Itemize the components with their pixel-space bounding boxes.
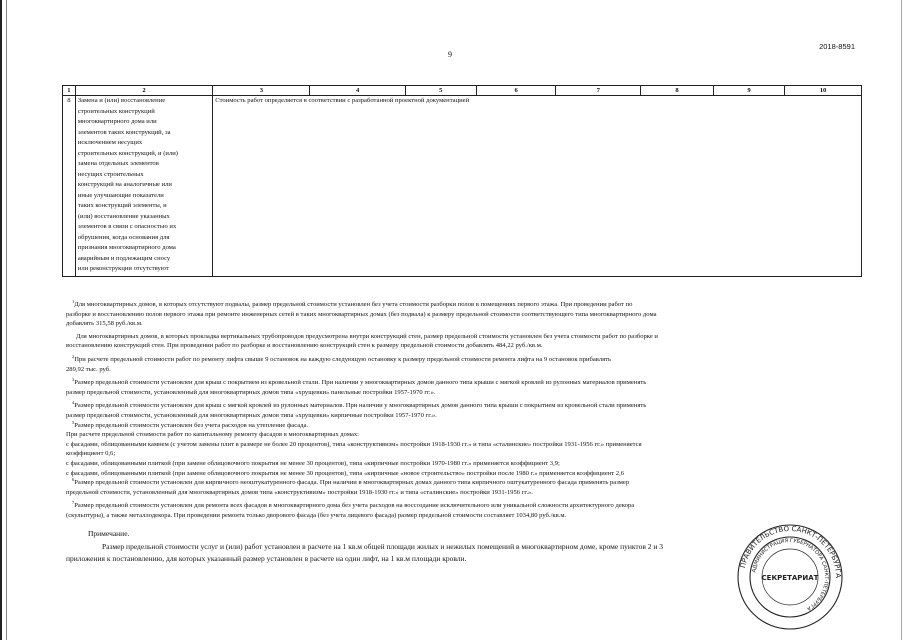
- column-header: 5: [405, 86, 476, 96]
- column-header: 9: [714, 86, 785, 96]
- column-header: 8: [641, 86, 714, 96]
- footnote-mark: 6: [72, 477, 75, 483]
- cost-text: Стоимость работ определяется в соответствии с разработанной проектной документацией: [215, 97, 470, 104]
- footnote-mark: 3: [72, 377, 75, 383]
- column-header: 10: [785, 86, 862, 96]
- work-line: аварийным и подлежащим сносу: [77, 254, 171, 262]
- page-left-edge-rule-inner: [6, 0, 7, 640]
- cost-cell: [213, 96, 862, 277]
- work-line: обрушения, когда основания для: [77, 233, 170, 241]
- footnote-5: [66, 421, 856, 431]
- footnote-text: восстановлению конструкций стен. При проведении работ по разборке и восстановлению конструкций стен к размеру предельной стоимости добавлять 484,22 руб./кв.м.: [66, 342, 543, 350]
- footnote-text: Для многоквартирных домов, в которых отсутствуют подвалы, размер предельной стоимости установлен без учета стоимости разборки полов в помещениях первого этажа. При проведении работ по: [74, 301, 633, 308]
- work-line: элементов в связи с опасностью их: [77, 223, 177, 230]
- footnote-text: с фасадами, облицованными плиткой (при замене облицовочного покрытия не менее 30 процентов), типа «кирпичные «новое строительство» постройки после 1980 г.» применяется коэффициент 2,6: [66, 469, 625, 477]
- footnote-6: [66, 478, 856, 488]
- column-header: 4: [310, 86, 405, 96]
- work-type-cell: [75, 96, 212, 277]
- table-row: [63, 96, 862, 277]
- document-number: 2018-8591: [819, 42, 855, 51]
- page-left-edge-rule: [0, 0, 2, 640]
- footnote-text: 289,92 тыс. руб.: [66, 365, 111, 373]
- note-text: Размер предельной стоимости услуг и (или) работ установлен в расчете на 1 кв.м общей площади жилых и нежилых помещений в многоквартирном доме, кроме пунктов 2 и 3: [102, 542, 664, 552]
- work-line: иные улучшающие показатели: [77, 191, 164, 199]
- work-line: многоквартирного дома или: [77, 118, 157, 125]
- footnote-text: с фасадами, облицованными плиткой (при замене облицовочного покрытия не менее 30 процентов), типа «кирпичные постройки 1970-1980 гг.» применяется коэффициент 3,9;: [66, 459, 560, 467]
- footnote-mark: 7: [72, 500, 75, 506]
- column-header: 2: [75, 86, 212, 96]
- footnote-mark: 2: [72, 353, 75, 359]
- column-header: 6: [476, 86, 556, 96]
- footnote-text: предельной стоимости, установленный для многоквартирных домов типа «конструктивизм» постройки 1918-1930 гг.» и типа «сталинские» постройки 1931-1956 гг.».: [66, 488, 533, 496]
- work-line: конструкций на аналогичные или: [77, 181, 172, 188]
- footnote-text: При расчете предельной стоимости работ по ремонту лифта свыше 9 остановок на каждую следующую остановку к размеру предельной стоимости ремонта лифта на 9 остановок прибавлять: [74, 355, 612, 363]
- column-header: 1: [63, 86, 76, 96]
- work-line: таких конструкций элементы, и: [77, 202, 167, 209]
- footnote-text: Для многоквартирных домов, в которых прокладка вертикальных трубопроводов предусмотрена внутри конструкций стен, размер предельной стоимости установлен без учета стоимости работ по разборке и: [76, 332, 658, 340]
- footnote-text: разборке и восстановлению полов первого этажа при ремонте инженерных сетей в таких многоквартирных домах (без подвала) к размеру предельной стоимости соответствующего типа многоквартирного дома: [66, 310, 657, 318]
- note-title: Примечание.: [88, 529, 130, 539]
- footnote-text: Размер предельной стоимости установлен для кирпичного неоштукатуренного фасада. При наличии в многоквартирных домах данного типа кирпичного оштукатуренного фасада применять размер: [74, 479, 630, 487]
- seal-outer-text: ПРАВИТЕЛЬСТВО САНКТ-ПЕТЕРБУРГА: [738, 524, 843, 579]
- seal-ring-text: АДМИНИСТРАЦИЯ ГУБЕРНАТОРА САНКТ-ПЕТЕРБУРГА: [751, 537, 830, 612]
- footnote-text: Размер предельной стоимости установлен для крыш с мягкой кровлей из рулонных материалов. При наличии у многоквартирных домов данного типа крыши с покрытием из кровельной стали применять: [74, 402, 647, 410]
- work-line: элементов таких конструкций, за: [77, 128, 171, 136]
- row-number-cell: 8: [63, 96, 76, 277]
- work-line: (или) восстановление указанных: [77, 212, 170, 220]
- footnote-mark: 1: [72, 299, 75, 304]
- work-line: строительных конструкций, и (или): [77, 149, 178, 157]
- work-line: или реконструкции отсутствуют: [77, 265, 169, 272]
- footnote-text: Размер предельной стоимости установлен для крыш с покрытием из кровельной стали. При наличии у многоквартирных домов данного типа крыши с мягкой кровлей из рулонных материалов применять: [74, 379, 647, 387]
- note-text-continued: приложения к постановлению, для которых указанный размер установлен в расчете на один лифт, на 1 кв.м площади кровли.: [66, 554, 467, 564]
- footnote-7: [66, 501, 856, 511]
- footnote-2: [66, 355, 856, 365]
- footnote-text: Размер предельной стоимости установлен без учета расходов на утепление фасада.: [74, 421, 309, 429]
- footnote-mark: 4: [72, 400, 75, 406]
- work-line: признания многоквартирного дома: [77, 244, 176, 251]
- cost-table: [62, 85, 862, 277]
- work-line: строительных конструкций: [77, 107, 155, 115]
- seal-center-text: СЕКРЕТАРИАТ: [761, 574, 819, 582]
- footnote-text: Размер предельной стоимости установлен для ремонта всех фасадов в многоквартирного дома без учета расходов на воссоздание исключительного или уникальной сложности архитектурного декора: [74, 502, 635, 510]
- column-header: 7: [556, 86, 641, 96]
- footnote-text: добавлять 315,58 руб./кв.м.: [66, 320, 143, 328]
- column-header: 3: [213, 86, 310, 96]
- footnote-mark: 5: [72, 419, 75, 425]
- footnote-text: коэффициент 0,6;: [66, 450, 116, 458]
- footnote-3: [66, 378, 856, 388]
- page-right-edge-rule: [901, 0, 902, 640]
- work-line: несущих строительных: [77, 170, 144, 178]
- footnote-text: (скульптуры), а также металлодекора. При проведении ремонта только дворового фасада (без учета лицевого фасада) размер предельной стоимости составляет 1034,80 руб./кв.м.: [66, 511, 567, 519]
- official-seal-stamp: [730, 522, 850, 632]
- work-line: исключением несущих: [77, 139, 143, 146]
- footnote-text: с фасадами, облицованными камнем (с учетом замены плит в размере не более 20 процентов), типа «конструктивизм» постройки 1918-1930 гг.» и типа «сталинские» постройки 1931-1956 гг.» применяется: [66, 440, 642, 448]
- footnote-4: [66, 401, 856, 411]
- table-header-row: [63, 86, 862, 96]
- work-line: замена отдельных элементов: [77, 160, 159, 167]
- page-number: 9: [448, 50, 452, 59]
- footnote-1: [66, 300, 856, 310]
- footnote-text: размер предельной стоимости, установленный для многоквартирных домов типа «хрущевки» кирпичные постройки 1957-1970 гг.».: [66, 411, 437, 419]
- footnote-text: размер предельной стоимости, установленный для многоквартирных домов типа «хрущевки» панельные постройки 1957-1970 гг.».: [66, 388, 436, 396]
- footnote-text: При расчете предельной стоимости работ по капитальному ремонту фасадов в многоквартирных домах:: [66, 431, 360, 439]
- work-line: Замена и (или) восстановление: [77, 97, 166, 104]
